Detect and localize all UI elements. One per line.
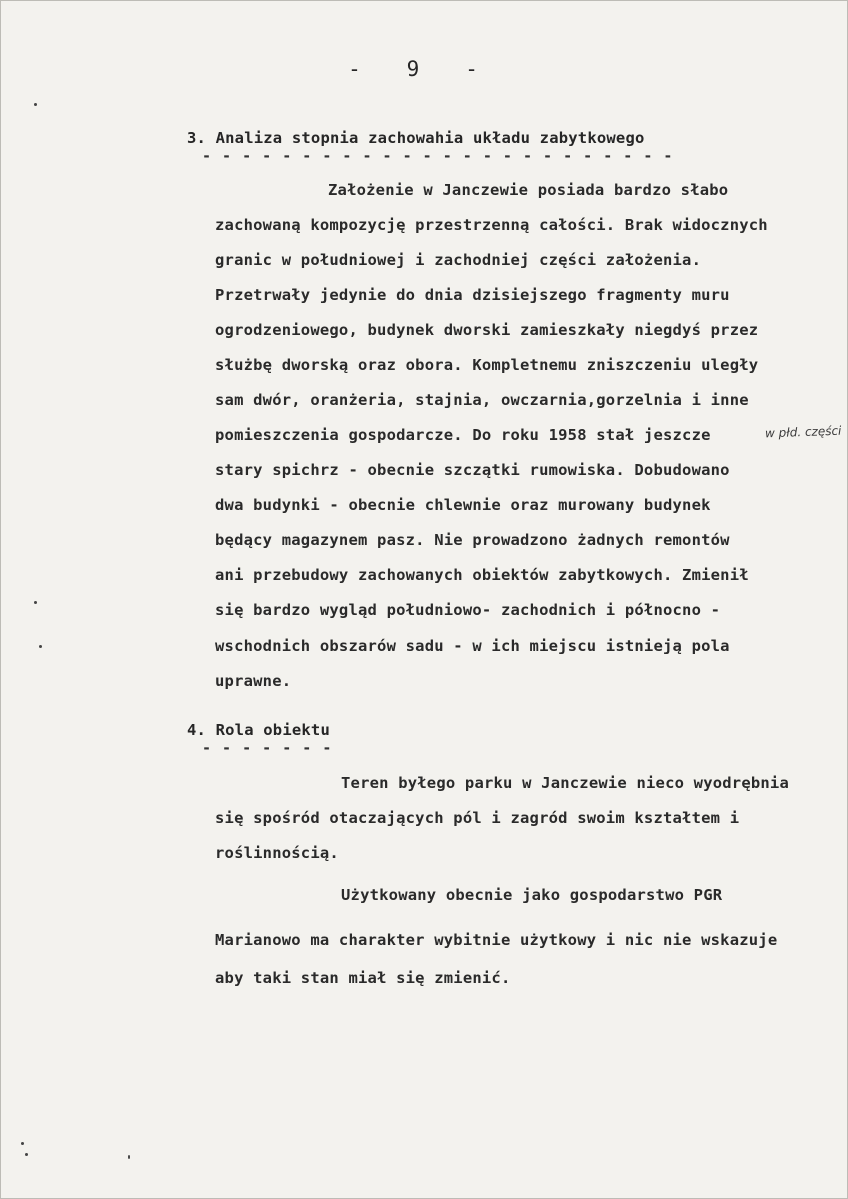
section-3-line: Przetrwały jedynie do dnia dzisiejszego fragmenty muru [215, 286, 730, 304]
section-3-line: granic w południowej i zachodniej części założenia. [215, 251, 702, 269]
section-4-line: Użytkowany obecnie jako gospodarstwo PGR [341, 886, 723, 904]
page-number: - 9 - [348, 57, 480, 81]
section-3-heading: 3. Analiza stopnia zachowahia układu zabytkowego [187, 129, 645, 147]
section-3-line: sam dwór, oranżeria, stajnia, owczarnia,gorzelnia i inne [215, 391, 749, 409]
section-3-line: się bardzo wygląd południowo- zachodnich i północno - [215, 601, 721, 619]
scan-speck [39, 645, 42, 648]
section-3-line: wschodnich obszarów sadu - w ich miejscu istnieją pola [215, 637, 730, 655]
section-3-line: służbę dworską oraz obora. Kompletnemu zniszczeniu uległy [215, 356, 759, 374]
section-3-underline: - - - - - - - - - - - - - - - - - - - - - - - - [202, 147, 674, 165]
section-3-line: ogrodzeniowego, budynek dworski zamieszkały niegdyś przez [215, 321, 759, 339]
handwritten-annotation: w płd. części [764, 423, 842, 441]
section-3-line: Założenie w Janczewie posiada bardzo słabo [328, 181, 729, 199]
section-4-underline: - - - - - - - [202, 739, 333, 757]
section-3-line: będący magazynem pasz. Nie prowadzono żadnych remontów [215, 531, 730, 549]
scan-speck [34, 103, 37, 106]
section-3-line: pomieszczenia gospodarcze. Do roku 1958 stał jeszcze [215, 426, 711, 444]
scan-speck [25, 1153, 28, 1156]
section-3-line: stary spichrz - obecnie szczątki rumowiska. Dobudowano [215, 461, 730, 479]
section-3-line: ani przebudowy zachowanych obiektów zabytkowych. Zmienił [215, 566, 749, 584]
section-4-line: Teren byłego parku w Janczewie nieco wyodrębnia [341, 774, 789, 792]
section-4-line: Marianowo ma charakter wybitnie użytkowy i nic nie wskazuje [215, 931, 778, 949]
section-4-line: się spośród otaczających pól i zagród swoim kształtem i [215, 809, 740, 827]
scan-speck [128, 1155, 130, 1159]
section-4-line: aby taki stan miał się zmienić. [215, 969, 511, 987]
scan-speck [21, 1142, 24, 1145]
scan-speck [34, 601, 37, 604]
section-3-line: dwa budynki - obecnie chlewnie oraz murowany budynek [215, 496, 711, 514]
section-4-line: roślinnością. [215, 844, 339, 862]
section-3-line: zachowaną kompozycję przestrzenną całości. Brak widocznych [215, 216, 768, 234]
section-3-line: uprawne. [215, 672, 292, 690]
section-4-heading: 4. Rola obiektu [187, 721, 330, 739]
